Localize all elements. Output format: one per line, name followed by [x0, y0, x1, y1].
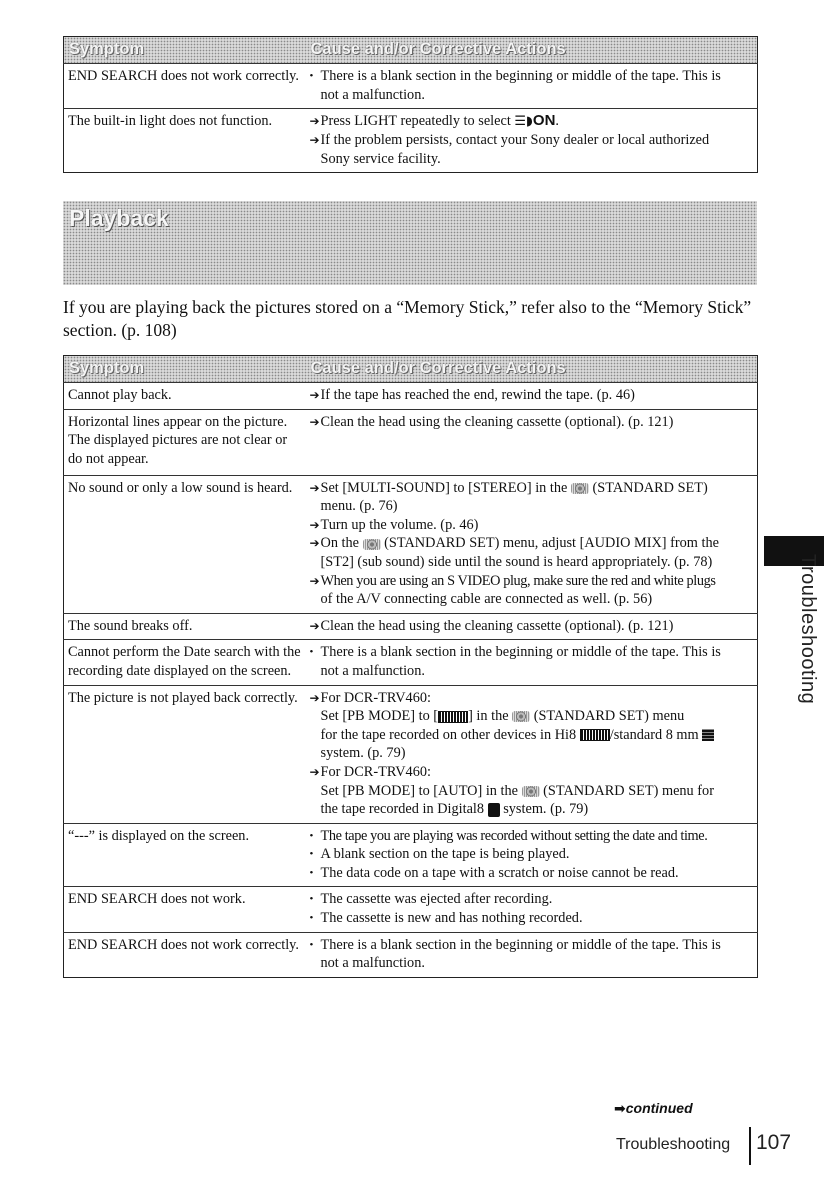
symptom-cell: No sound or only a low sound is heard.: [64, 475, 306, 613]
action-line: system. (p. 79): [320, 745, 406, 762]
table-header: [64, 37, 758, 64]
standard8-icon: [702, 729, 714, 741]
symptom-cell: END SEARCH does not work correctly.: [64, 932, 306, 977]
action-line: • The tape you are playing was recorded without setting the date and time.: [310, 827, 754, 846]
cause-header: Cause and/or Corrective Actions: [310, 40, 566, 58]
symptom-header: Symptom: [69, 40, 145, 58]
action-line: not a malfunction.: [320, 86, 425, 103]
action-cell: [306, 640, 758, 685]
table-row: [64, 613, 758, 640]
table-row: [64, 64, 758, 109]
symptom-cell: END SEARCH does not work.: [64, 887, 306, 932]
action-line: ➔ Press LIGHT repeatedly to select ☰◗ON.: [310, 112, 754, 131]
action-line: Set [PB MODE] to [ ] in the (STANDARD SET) menu: [320, 708, 685, 725]
action-line: menu. (p. 76): [320, 498, 398, 515]
table-row: [64, 823, 758, 887]
table-header: [64, 356, 758, 383]
action-cell: [306, 613, 758, 640]
action-line: Set [PB MODE] to [AUTO] in the (STANDARD SET) menu for: [320, 782, 714, 799]
action-line: ➔ Clean the head using the cleaning cassette (optional). (p. 121): [310, 413, 754, 432]
standard-set-icon: [522, 786, 540, 797]
action-line: ➔ For DCR-TRV460:: [310, 763, 754, 782]
digital8-icon: [488, 803, 500, 817]
symptom-cell: The picture is not played back correctly.: [64, 685, 306, 823]
symptom-cell: Cannot perform the Date search with the recording date displayed on the screen.: [64, 640, 306, 685]
continued-note: ➡continued: [614, 1100, 693, 1116]
action-cell: [306, 109, 758, 173]
action-line: • There is a blank section in the beginning or middle of the tape. This is: [310, 936, 754, 955]
table-row: [64, 409, 758, 475]
section-banner: [63, 201, 757, 285]
action-line: • There is a blank section in the beginning or middle of the tape. This is: [310, 643, 754, 662]
action-cell: [306, 475, 758, 613]
action-cell: [306, 64, 758, 109]
table-row: [64, 685, 758, 823]
action-cell: [306, 887, 758, 932]
action-line: ➔ When you are using an S VIDEO plug, make sure the red and white plugs: [310, 572, 754, 591]
action-line: • The cassette is new and has nothing recorded.: [310, 909, 754, 928]
action-line: for the tape recorded on other devices in Hi8 /standard 8 mm: [310, 726, 754, 745]
top-troubleshooting-table: [63, 36, 758, 173]
action-line: ➔ Set [MULTI-SOUND] to [STEREO] in the (STANDARD SET): [310, 479, 754, 498]
footer-section-name: Troubleshooting: [616, 1136, 731, 1153]
action-line: • There is a blank section in the beginning or middle of the tape. This is: [310, 67, 754, 86]
action-cell: [306, 685, 758, 823]
action-line: ➔ Clean the head using the cleaning cassette (optional). (p. 121): [310, 617, 754, 636]
symptom-cell: The sound breaks off.: [64, 613, 306, 640]
table-row: [64, 383, 758, 410]
symptom-cell: END SEARCH does not work correctly.: [64, 64, 306, 109]
symptom-header: Symptom: [69, 359, 145, 377]
hi8-standard8-icon: [438, 711, 468, 723]
action-line: not a malfunction.: [320, 662, 425, 679]
symptom-cell: Horizontal lines appear on the picture. The displayed pictures are not clear or do not appear.: [64, 409, 306, 475]
symptom-cell: Cannot play back.: [64, 383, 306, 410]
symptom-cell: “---” is displayed on the screen.: [64, 823, 306, 887]
action-line: ➔ If the tape has reached the end, rewind the tape. (p. 46): [310, 386, 754, 405]
page-number: 107: [756, 1131, 792, 1154]
action-line: of the A/V connecting cable are connected as well. (p. 56): [320, 591, 653, 608]
action-line: • The data code on a tape with a scratch or noise cannot be read.: [310, 864, 754, 883]
standard-set-icon: [512, 711, 530, 722]
action-line: • The cassette was ejected after recording.: [310, 890, 754, 909]
section-title: Playback: [69, 205, 169, 231]
continued-arrow-icon: ➡: [614, 1100, 626, 1116]
action-cell: [306, 383, 758, 410]
table-row: [64, 640, 758, 685]
table-row: [64, 932, 758, 977]
light-icon: ☰◗: [514, 113, 533, 129]
table-row: [64, 475, 758, 613]
hi8-icon: [580, 729, 610, 741]
action-line: • A blank section on the tape is being played.: [310, 845, 754, 864]
table-row: [64, 109, 758, 173]
action-line: Sony service facility.: [320, 150, 441, 167]
action-line: [ST2] (sub sound) side until the sound is heard appropriately. (p. 78): [320, 553, 713, 570]
cause-header: Cause and/or Corrective Actions: [310, 359, 566, 377]
table-row: [64, 887, 758, 932]
chapter-tab-label: Troubleshooting: [797, 554, 819, 705]
footer-divider: [749, 1127, 751, 1165]
playback-troubleshooting-table: [63, 355, 758, 978]
action-line: ➔ On the (STANDARD SET) menu, adjust [AUDIO MIX] from the: [310, 534, 754, 553]
light-on-label: ON: [532, 112, 556, 130]
standard-set-icon: [363, 539, 381, 550]
action-line: not a malfunction.: [320, 955, 425, 972]
action-line: ➔ Turn up the volume. (p. 46): [310, 516, 754, 535]
action-line: the tape recorded in Digital8 system. (p. 79): [320, 801, 589, 818]
action-cell: [306, 932, 758, 977]
action-cell: [306, 409, 758, 475]
action-line: ➔ For DCR-TRV460:: [310, 689, 754, 708]
symptom-cell: The built-in light does not function.: [64, 109, 306, 173]
action-line: ➔ If the problem persists, contact your Sony dealer or local authorized: [310, 131, 754, 150]
section-intro: If you are playing back the pictures stored on a “Memory Stick,” refer also to the “Memory Stick” section. (p. 108): [63, 297, 752, 340]
standard-set-icon: [571, 483, 589, 494]
action-cell: [306, 823, 758, 887]
